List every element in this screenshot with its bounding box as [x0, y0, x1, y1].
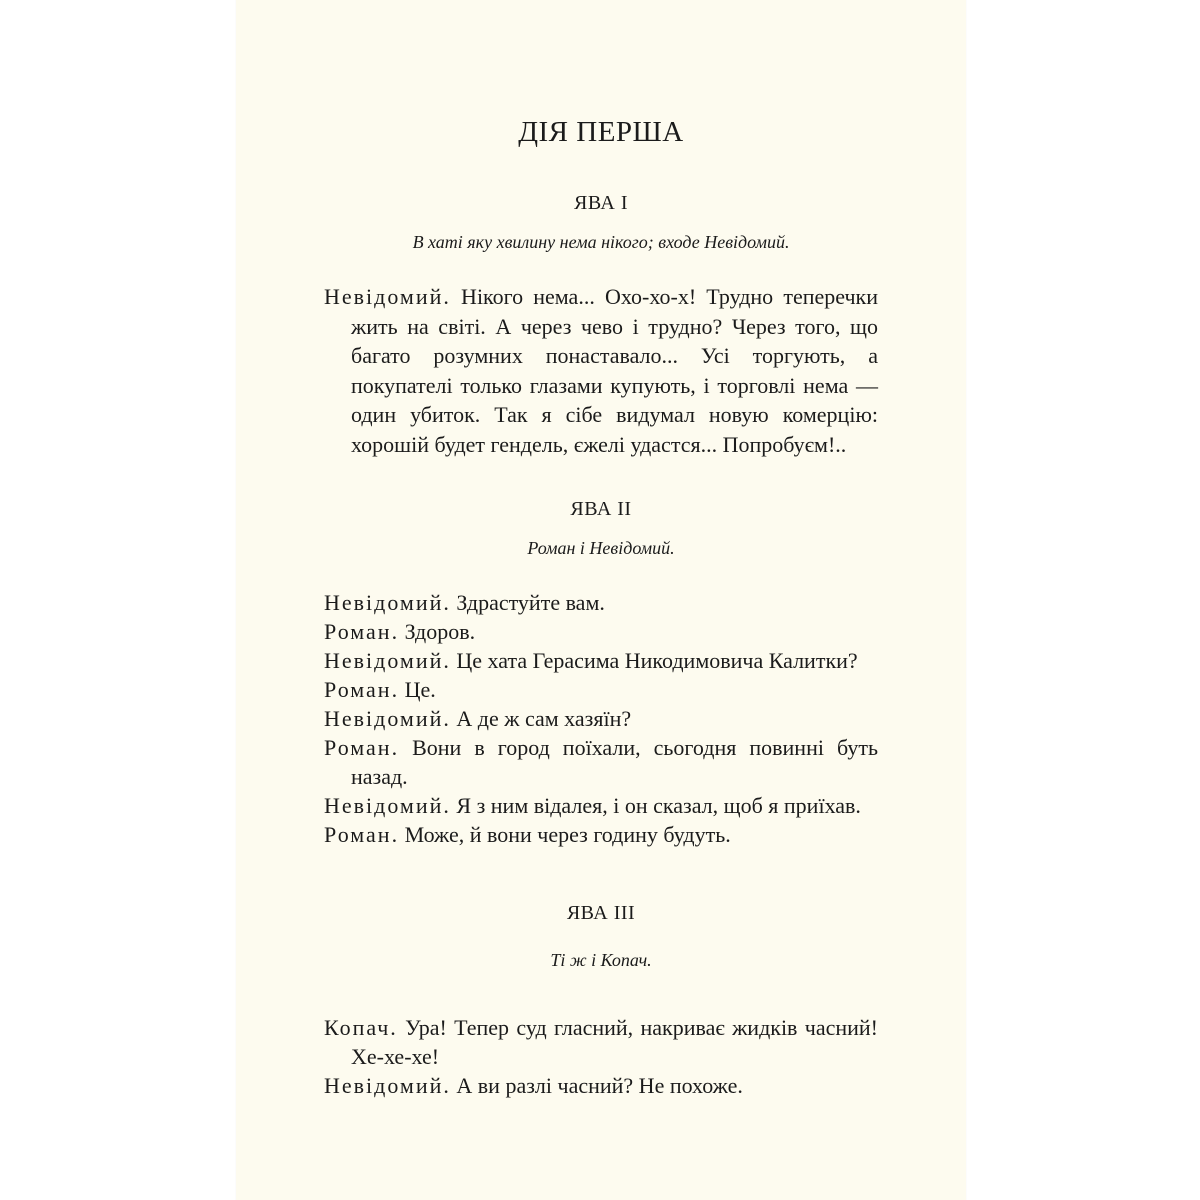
line-text: Нікого нема... Охо-хо-х! Трудно теперечки жить на світі. А через чево і трудно? Через того, що багато розумних понаставало... Усі торгують, а покупателі только глазами купують, і торговлі нема — один убиток. Так я сібе видумал новую комерцію: хорошій будет гендель, єжелі удастся... Попробуєм!.. — [351, 284, 878, 457]
dialogue-line — [324, 1013, 878, 1071]
stage-direction: В хаті яку хвилину нема нікого; входе Невідомий. — [412, 232, 790, 252]
scene-2 — [324, 495, 878, 849]
book-page — [236, 0, 966, 1200]
speaker-name: Невідомий. — [324, 706, 451, 731]
stage-direction: Роман і Невідомий. — [527, 538, 675, 558]
dialogue-line — [324, 820, 878, 849]
act-title: ДІЯ ПЕРША — [518, 116, 684, 148]
speaker-name: Роман. — [324, 677, 400, 702]
stage-direction: Ті ж і Копач. — [550, 950, 652, 970]
speaker-name: Роман. — [324, 822, 400, 847]
line-text: Це. — [399, 677, 436, 702]
speaker-name: Невідомий. — [324, 793, 451, 818]
line-text: Може, й вони через годину будуть. — [399, 822, 731, 847]
speaker-name: Невідомий. — [324, 284, 451, 309]
line-text: А де ж сам хазяїн? — [450, 706, 632, 731]
scene-1 — [324, 189, 878, 459]
line-text: А ви разлі часний? Не похоже. — [450, 1073, 743, 1098]
line-text: Це хата Герасима Никодимовича Калитки? — [450, 648, 858, 673]
speaker-name: Невідомий. — [324, 590, 451, 615]
dialogue-line — [324, 791, 878, 820]
dialogue-line — [324, 704, 878, 733]
dialogue-line — [324, 617, 878, 646]
dialogue — [324, 1013, 878, 1100]
dialogue — [324, 588, 878, 849]
dialogue — [324, 282, 878, 459]
dialogue-line — [324, 1071, 878, 1100]
speaker-name: Невідомий. — [324, 1073, 451, 1098]
dialogue-line — [324, 646, 878, 675]
line-text: Здрастуйте вам. — [450, 590, 605, 615]
line-text: Здоров. — [399, 619, 476, 644]
dialogue-line — [324, 282, 878, 459]
scene-3 — [324, 899, 878, 1100]
dialogue-line — [324, 733, 878, 791]
speaker-name: Роман. — [324, 735, 400, 760]
speaker-name: Невідомий. — [324, 648, 451, 673]
page-content — [324, 111, 878, 1100]
line-text: Вони в город поїхали, сьогодня повинні буть назад. — [351, 735, 878, 789]
scene-title: ЯВА І — [573, 192, 629, 214]
speaker-name: Копач. — [324, 1015, 398, 1040]
dialogue-line — [324, 675, 878, 704]
scene-title: ЯВА ІІІ — [566, 902, 636, 924]
line-text: Я з ним відалея, і он сказал, щоб я приїхав. — [450, 793, 861, 818]
dialogue-line — [324, 588, 878, 617]
scene-title: ЯВА ІІ — [570, 498, 632, 520]
line-text: Ура! Тепер суд гласний, накриває жидків часний! Хе-хе-хе! — [351, 1015, 878, 1069]
speaker-name: Роман. — [324, 619, 400, 644]
